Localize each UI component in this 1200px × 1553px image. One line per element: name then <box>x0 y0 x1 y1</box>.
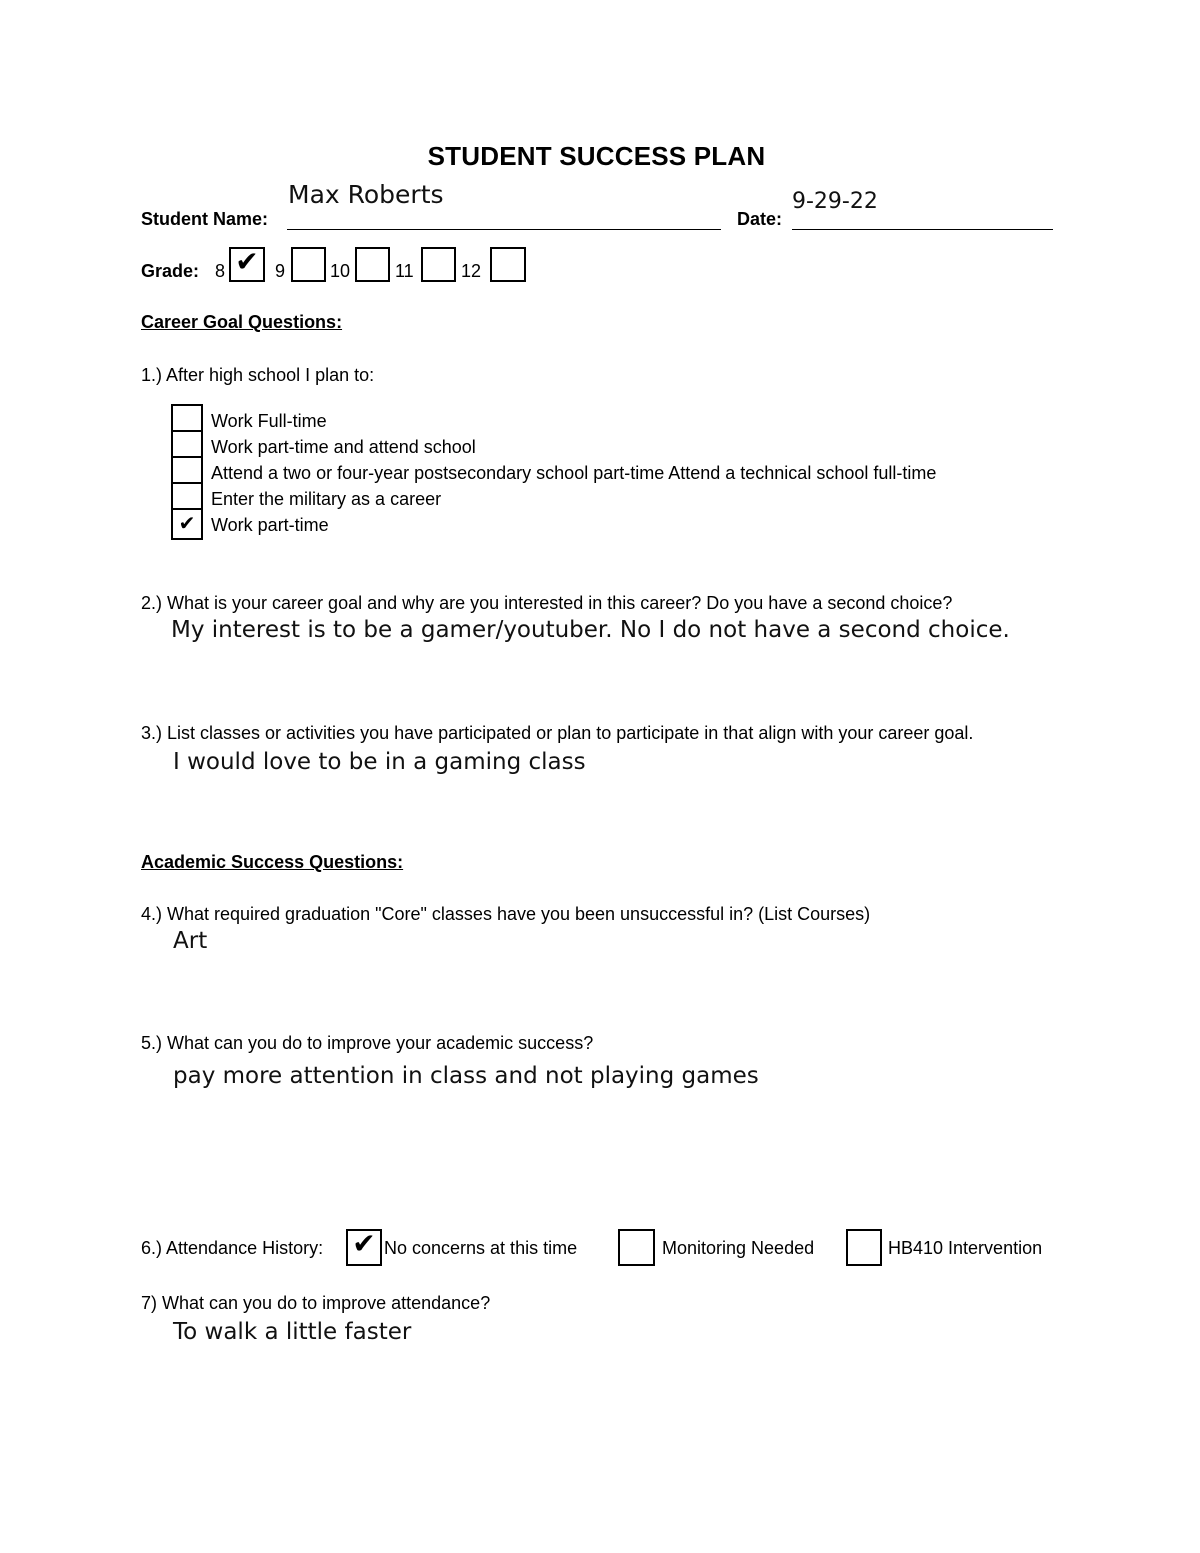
grade-8-checkbox[interactable] <box>229 247 265 282</box>
answer-5[interactable]: pay more attention in class and not playing games <box>173 1063 759 1089</box>
attendance-monitoring-checkbox[interactable] <box>618 1229 655 1266</box>
q1-option-4-checkbox[interactable] <box>171 482 203 510</box>
grade-11-checkbox[interactable] <box>421 247 456 282</box>
answer-2[interactable]: My interest is to be a gamer/youtuber. No I do not have a second choice. <box>171 617 1010 643</box>
attendance-no-concerns-label: No concerns at this time <box>384 1238 578 1258</box>
attendance-monitoring-label: Monitoring Needed <box>662 1238 815 1258</box>
answer-4[interactable]: Art <box>173 928 208 954</box>
question-1: 1.) After high school I plan to: <box>141 365 375 385</box>
q1-option-3-label: Attend a two or four-year postsecondary school part-time Attend a technical school full-time <box>211 463 937 483</box>
attendance-history-label: 6.) Attendance History: <box>141 1238 324 1258</box>
grade-9-label: 9 <box>275 261 286 281</box>
grade-label: Grade: <box>141 261 200 281</box>
student-name-underline <box>287 229 721 230</box>
check-mark-icon: ✔ <box>235 245 259 278</box>
date-value[interactable]: 9-29-22 <box>792 189 878 214</box>
attendance-no-concerns-checkbox[interactable] <box>346 1229 382 1266</box>
q1-option-1-label: Work Full-time <box>211 411 327 431</box>
check-mark-icon: ✔ <box>352 1227 376 1260</box>
attendance-hb410-checkbox[interactable] <box>846 1229 882 1266</box>
grade-12-checkbox[interactable] <box>490 247 526 282</box>
grade-11-label: 11 <box>395 261 414 281</box>
question-5: 5.) What can you do to improve your academic success? <box>141 1033 594 1053</box>
grade-8-label: 8 <box>215 261 226 281</box>
q1-option-5-label: Work part-time <box>211 515 329 535</box>
q1-option-1-checkbox[interactable] <box>171 404 203 432</box>
answer-7[interactable]: To walk a little faster <box>173 1319 412 1345</box>
date-underline <box>792 229 1053 230</box>
q1-option-5-checkbox[interactable] <box>171 508 203 540</box>
date-label: Date: <box>737 209 783 229</box>
academic-success-heading: Academic Success Questions: <box>141 852 404 872</box>
grade-12-label: 12 <box>461 261 482 281</box>
q1-option-2-label: Work part-time and attend school <box>211 437 476 457</box>
grade-9-checkbox[interactable] <box>291 247 326 282</box>
attendance-hb410-label: HB410 Intervention <box>888 1238 1043 1258</box>
q1-option-2-checkbox[interactable] <box>171 430 203 458</box>
check-mark-icon: ✔ <box>178 511 196 535</box>
q1-option-4-label: Enter the military as a career <box>211 489 442 509</box>
page-title: STUDENT SUCCESS PLAN <box>427 141 766 171</box>
student-name-value[interactable]: Max Roberts <box>288 180 444 209</box>
grade-10-label: 10 <box>330 261 351 281</box>
q1-option-3-checkbox[interactable] <box>171 456 203 484</box>
student-name-label: Student Name: <box>141 209 269 229</box>
grade-10-checkbox[interactable] <box>355 247 390 282</box>
question-4: 4.) What required graduation "Core" classes have you been unsuccessful in? (List Courses) <box>141 904 871 924</box>
answer-3[interactable]: I would love to be in a gaming class <box>173 749 586 775</box>
question-2: 2.) What is your career goal and why are you interested in this career? Do you have a second choice? <box>141 593 953 613</box>
question-3: 3.) List classes or activities you have participated or plan to participate in that align with your career goal. <box>141 723 974 743</box>
question-7: 7) What can you do to improve attendance? <box>141 1293 491 1313</box>
career-goal-heading: Career Goal Questions: <box>141 312 343 332</box>
